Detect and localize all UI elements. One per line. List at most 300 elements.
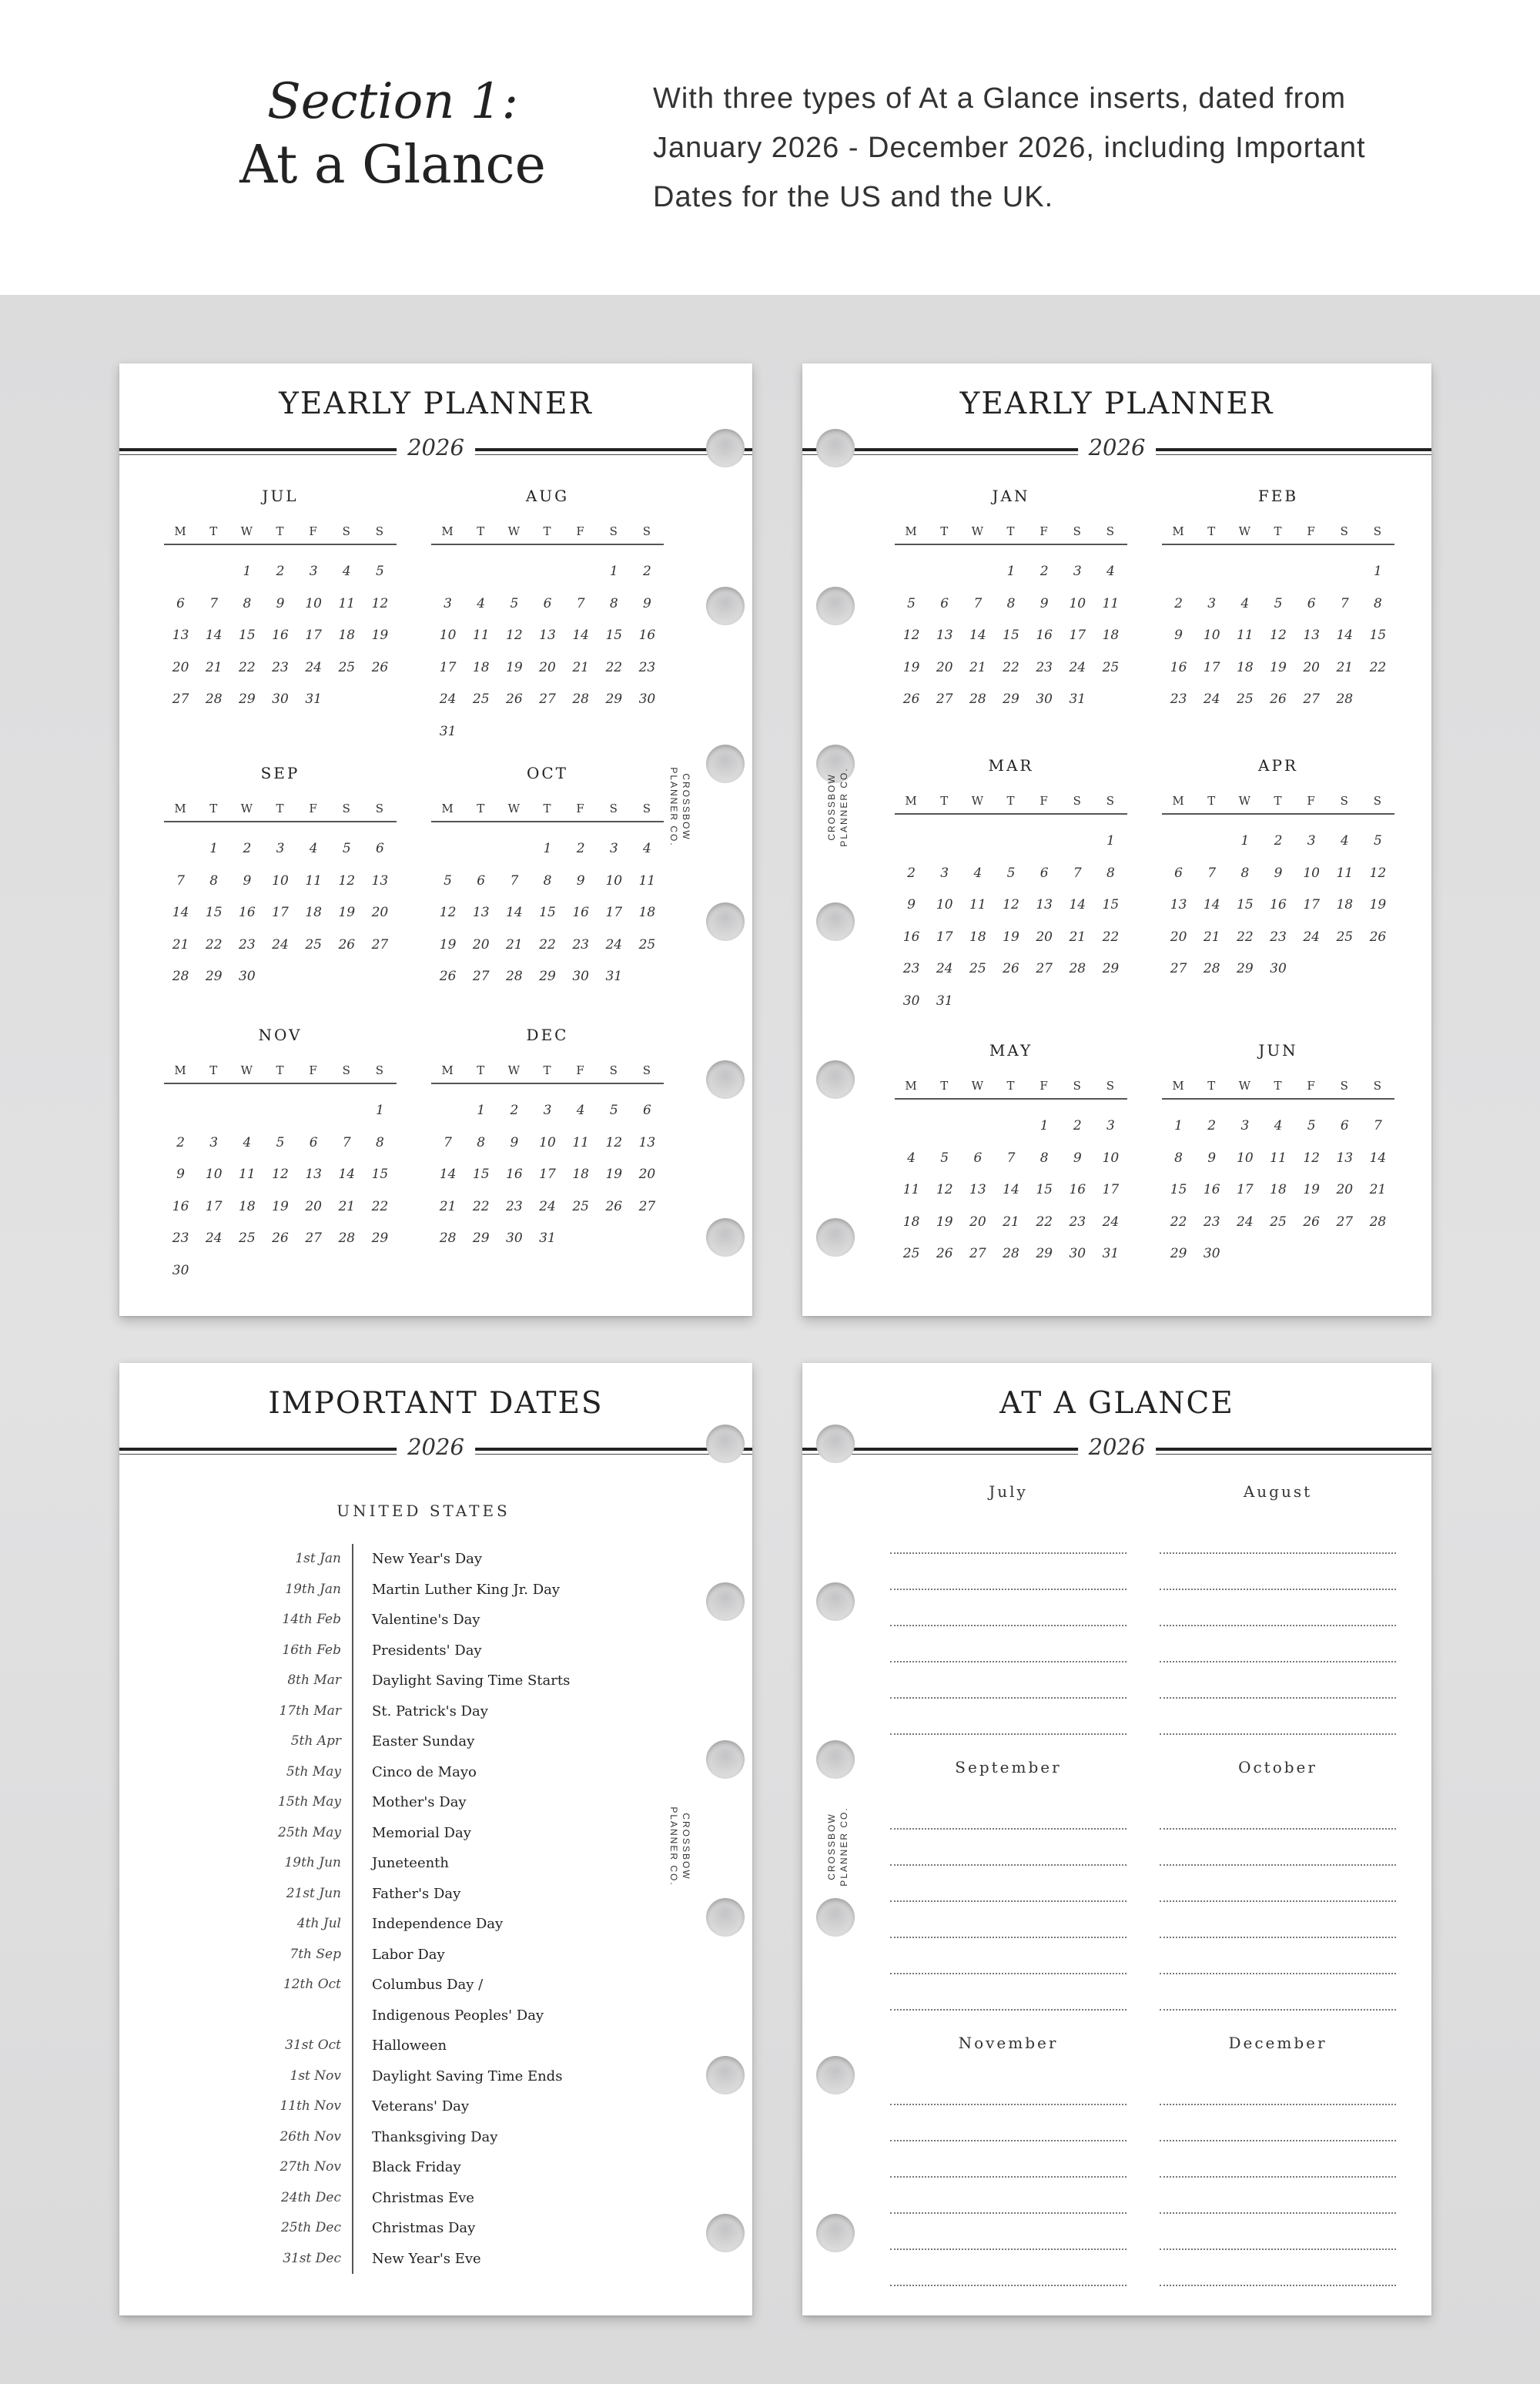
day-number: 17: [936, 929, 953, 945]
day-number: 11: [902, 1182, 920, 1197]
writing-lines: [1160, 1793, 1396, 2011]
day-grid: [1162, 556, 1394, 716]
punch-hole: [706, 1218, 745, 1257]
event-date: 14th Feb: [273, 1605, 353, 1636]
day-number: 5: [342, 841, 351, 856]
day-number: 17: [305, 628, 322, 643]
weekday-label: S: [1106, 524, 1116, 538]
day-number: 9: [1274, 865, 1283, 881]
empty-day-cell: [164, 1095, 197, 1127]
page-year: 2026: [397, 434, 475, 460]
event-name: Independence Day: [372, 1916, 504, 1933]
day-number: 4: [973, 865, 983, 881]
day-number: 31: [439, 723, 457, 739]
event-date: 15th May: [273, 1787, 353, 1818]
list-item: [273, 2091, 658, 2122]
day-number: 6: [940, 595, 949, 611]
month-name: JUL: [262, 487, 299, 505]
event-date: 1st Jan: [273, 1544, 353, 1575]
day-number: 12: [1003, 897, 1019, 912]
weekday-label: M: [441, 524, 454, 538]
event-date: 24th Dec: [273, 2183, 353, 2214]
day-number: 8: [243, 595, 252, 611]
day-number: 1: [243, 564, 252, 579]
day-number: 23: [272, 659, 289, 675]
day-number: 5: [940, 1150, 949, 1166]
day-number: 12: [1369, 865, 1387, 881]
empty-day-cell: [230, 1095, 263, 1127]
list-item: [273, 1575, 658, 1606]
weekday-label: F: [1040, 794, 1049, 808]
day-number: 11: [1270, 1150, 1287, 1166]
day-number: 4: [477, 595, 486, 611]
day-number: 25: [638, 936, 656, 953]
day-number: 10: [539, 1134, 556, 1150]
punch-hole: [706, 587, 745, 625]
day-number: 1: [609, 564, 618, 579]
day-number: 6: [1307, 595, 1316, 611]
day-number: 18: [969, 929, 986, 945]
day-number: 24: [305, 659, 322, 675]
weekday-label: F: [309, 1063, 318, 1077]
event-name: Juneteenth: [372, 1855, 450, 1872]
dotted-line: [890, 2250, 1127, 2286]
weekday-label: W: [507, 524, 521, 538]
day-number: 19: [936, 1214, 953, 1230]
punch-hole: [706, 1740, 745, 1779]
punch-hole: [816, 587, 855, 625]
day-number: 5: [510, 595, 519, 611]
day-number: 16: [272, 628, 289, 643]
day-number: 15: [472, 1167, 490, 1182]
country-heading: UNITED STATES: [336, 1502, 511, 1520]
weekday-label: S: [642, 524, 652, 538]
day-number: 2: [907, 865, 916, 881]
month-calendar-dec: [431, 1026, 664, 1255]
day-number: 21: [969, 659, 986, 675]
dotted-line: [1160, 1626, 1396, 1662]
dotted-line: [890, 1830, 1127, 1866]
day-number: 29: [1102, 961, 1120, 976]
day-number: 19: [439, 936, 457, 953]
day-number: 23: [239, 936, 256, 953]
day-number: 25: [472, 691, 490, 707]
weekday-label: T: [477, 524, 486, 538]
glance-month-november: [890, 2034, 1127, 2286]
writing-lines: [890, 1518, 1127, 1735]
punch-hole: [706, 429, 745, 467]
day-number: 14: [969, 628, 986, 643]
list-item: [273, 1544, 658, 1575]
empty-day-cell: [431, 556, 464, 588]
weekday-header: [164, 522, 397, 545]
day-number: 3: [444, 595, 452, 611]
day-number: 17: [1203, 659, 1220, 675]
list-item: [273, 1787, 658, 1818]
dotted-line: [1160, 2214, 1396, 2250]
weekday-label: S: [609, 1063, 618, 1077]
punch-hole: [706, 902, 745, 941]
weekday-label: M: [441, 802, 454, 815]
day-number: 14: [1003, 1182, 1019, 1197]
day-number: 27: [638, 1198, 656, 1214]
dotted-line: [890, 1590, 1127, 1626]
day-number: 5: [1274, 595, 1283, 611]
day-number: 3: [940, 865, 949, 881]
weekday-label: T: [276, 802, 285, 815]
weekday-header: [431, 799, 664, 822]
day-number: 2: [1174, 595, 1183, 611]
day-number: 13: [1336, 1150, 1354, 1166]
day-number: 14: [172, 905, 189, 920]
punch-hole: [706, 1898, 745, 1937]
day-number: 31: [1102, 1246, 1120, 1261]
dotted-line: [890, 1699, 1127, 1735]
day-number: 22: [1036, 1214, 1053, 1230]
weekday-label: M: [905, 794, 918, 808]
empty-day-cell: [164, 833, 197, 866]
weekday-label: T: [1274, 1079, 1283, 1093]
day-number: 4: [1106, 564, 1115, 579]
day-number: 16: [1036, 628, 1053, 643]
day-number: 26: [272, 1231, 289, 1246]
day-number: 13: [472, 905, 490, 920]
dotted-line: [890, 1902, 1127, 1938]
weekday-header: [895, 792, 1127, 815]
empty-day-cell: [994, 1110, 1027, 1143]
day-number: 15: [371, 1167, 389, 1182]
day-number: 6: [376, 841, 384, 856]
month-name: MAY: [989, 1041, 1033, 1060]
weekday-label: W: [240, 802, 254, 815]
day-number: 27: [1303, 691, 1320, 707]
punch-hole: [706, 1425, 745, 1463]
day-number: 12: [338, 872, 356, 889]
day-number: 12: [1303, 1150, 1320, 1166]
day-number: 1: [1106, 833, 1115, 849]
day-number: 19: [338, 905, 356, 920]
day-number: 2: [243, 841, 252, 856]
empty-day-cell: [497, 556, 531, 588]
punch-hole: [816, 1582, 855, 1621]
list-item: [273, 2152, 658, 2183]
dotted-line: [1160, 2141, 1396, 2178]
day-grid: [895, 1110, 1127, 1271]
day-number: 11: [572, 1134, 589, 1150]
day-number: 24: [1102, 1214, 1120, 1230]
day-number: 27: [305, 1231, 322, 1246]
weekday-label: F: [309, 802, 318, 815]
event-name: Veterans' Day: [372, 2098, 470, 2115]
weekday-label: F: [1040, 524, 1049, 538]
day-number: 26: [936, 1246, 953, 1261]
writing-lines: [1160, 2069, 1396, 2286]
day-number: 8: [1006, 595, 1016, 611]
day-number: 22: [371, 1198, 389, 1214]
day-number: 17: [605, 905, 623, 920]
day-number: 25: [1270, 1214, 1287, 1230]
event-date: 17th Mar: [273, 1696, 353, 1727]
day-number: 6: [973, 1150, 983, 1166]
day-number: 2: [643, 564, 651, 579]
brand-mark: CROSSBOW PLANNER CO.: [826, 1806, 849, 1887]
day-number: 19: [272, 1198, 289, 1214]
weekday-label: S: [642, 1063, 652, 1077]
day-number: 5: [1307, 1118, 1316, 1133]
day-number: 21: [1369, 1182, 1387, 1197]
list-item: [273, 1879, 658, 1910]
dotted-line: [1160, 2178, 1396, 2214]
day-number: 22: [472, 1198, 490, 1214]
day-number: 14: [1069, 897, 1086, 912]
day-number: 9: [1174, 628, 1183, 643]
glance-month-august: [1160, 1482, 1396, 1735]
empty-day-cell: [994, 825, 1027, 858]
empty-day-cell: [1162, 825, 1195, 858]
day-number: 28: [205, 691, 223, 707]
day-number: 21: [439, 1198, 457, 1214]
dotted-line: [1160, 1974, 1396, 2011]
event-name: Memorial Day: [372, 1824, 471, 1841]
day-number: 11: [239, 1167, 256, 1182]
page-year: 2026: [1078, 434, 1157, 460]
day-number: 24: [1303, 929, 1320, 945]
punch-hole: [706, 2214, 745, 2252]
weekday-label: W: [1238, 794, 1252, 808]
day-number: 10: [605, 872, 623, 889]
weekday-header: [431, 1061, 664, 1084]
day-number: 25: [969, 961, 986, 976]
page-title: IMPORTANT DATES: [268, 1386, 604, 1421]
day-number: 22: [205, 936, 223, 953]
weekday-label: F: [576, 524, 585, 538]
punch-hole: [816, 2214, 855, 2252]
day-number: 13: [1036, 897, 1053, 912]
event-date: [273, 2001, 353, 2031]
day-number: 5: [609, 1103, 618, 1118]
writing-lines: [890, 2069, 1127, 2286]
month-name: DEC: [526, 1026, 569, 1044]
day-number: 2: [510, 1103, 519, 1118]
day-number: 9: [243, 872, 252, 889]
day-number: 23: [1270, 929, 1287, 945]
day-number: 24: [272, 936, 289, 953]
day-grid: [1162, 1110, 1394, 1271]
weekday-label: S: [609, 524, 618, 538]
glance-month-september: [890, 1758, 1127, 2011]
writing-lines: [890, 1793, 1127, 2011]
day-number: 14: [338, 1167, 356, 1182]
weekday-label: S: [1106, 794, 1116, 808]
month-name: JUN: [1258, 1041, 1298, 1060]
list-item: [273, 1636, 658, 1666]
event-name: Halloween: [372, 2037, 447, 2054]
day-number: 5: [444, 872, 452, 889]
day-number: 26: [506, 691, 523, 707]
month-calendar-oct: [431, 764, 664, 993]
day-number: 13: [371, 872, 389, 889]
yearly-planner-page-jan-jun: [802, 363, 1431, 1316]
list-item: [273, 1696, 658, 1727]
weekday-header: [1162, 522, 1394, 545]
weekday-label: W: [1238, 1079, 1252, 1093]
day-number: 16: [1170, 659, 1187, 675]
day-number: 21: [172, 936, 189, 953]
day-number: 22: [239, 659, 256, 675]
dotted-line: [1160, 2069, 1396, 2105]
day-number: 28: [572, 691, 589, 707]
weekday-label: W: [240, 1063, 254, 1077]
empty-day-cell: [1195, 556, 1228, 588]
list-item: [273, 2061, 658, 2092]
day-number: 21: [1003, 1214, 1019, 1230]
day-number: 30: [638, 691, 656, 707]
weekday-label: M: [1172, 1079, 1185, 1093]
dotted-line: [890, 1793, 1127, 1830]
day-number: 31: [936, 993, 953, 1009]
day-number: 1: [1240, 833, 1250, 849]
day-number: 25: [902, 1246, 920, 1261]
day-number: 4: [576, 1103, 585, 1118]
weekday-label: T: [209, 524, 219, 538]
event-date: 1st Nov: [273, 2061, 353, 2092]
weekday-label: S: [642, 802, 652, 815]
important-dates-page: [119, 1363, 752, 2315]
day-number: 31: [605, 969, 623, 984]
weekday-header: [431, 522, 664, 545]
day-number: 6: [643, 1103, 651, 1118]
event-date: 12th Oct: [273, 1970, 353, 2001]
day-number: 8: [1240, 865, 1250, 881]
day-number: 20: [305, 1198, 322, 1214]
day-number: 6: [477, 872, 486, 889]
day-number: 8: [1374, 595, 1382, 611]
weekday-label: T: [1006, 794, 1016, 808]
day-number: 30: [506, 1231, 523, 1246]
day-number: 1: [209, 841, 219, 856]
day-number: 19: [1270, 659, 1287, 675]
event-name: Daylight Saving Time Starts: [372, 1672, 571, 1689]
day-number: 17: [205, 1198, 223, 1214]
day-number: 18: [902, 1214, 920, 1230]
day-number: 24: [439, 691, 457, 707]
dotted-line: [890, 2214, 1127, 2250]
dotted-line: [1160, 1938, 1396, 1974]
punch-hole: [816, 2056, 855, 2094]
event-name: Mother's Day: [372, 1794, 467, 1811]
day-number: 1: [1040, 1118, 1049, 1133]
punch-hole: [816, 1425, 855, 1463]
list-item: [273, 1970, 658, 2001]
day-number: 22: [1237, 929, 1254, 945]
month-calendar-jul: [164, 487, 397, 716]
day-number: 13: [172, 628, 189, 643]
header: [0, 0, 1540, 295]
punch-hole: [706, 1060, 745, 1099]
empty-day-cell: [1261, 556, 1294, 588]
day-number: 15: [539, 905, 556, 920]
day-number: 6: [543, 595, 552, 611]
day-number: 2: [176, 1134, 185, 1150]
day-number: 22: [1369, 659, 1387, 675]
day-number: 19: [1303, 1182, 1320, 1197]
day-number: 9: [276, 595, 285, 611]
weekday-label: T: [543, 524, 552, 538]
day-number: 19: [605, 1167, 623, 1182]
yearly-planner-page-jul-dec: [119, 363, 752, 1316]
day-number: 16: [1203, 1182, 1220, 1197]
weekday-label: T: [477, 802, 486, 815]
list-item: [273, 2183, 658, 2214]
dotted-line: [890, 2069, 1127, 2105]
day-number: 24: [205, 1231, 223, 1246]
event-date: 31st Dec: [273, 2244, 353, 2275]
day-number: 20: [1336, 1182, 1354, 1197]
weekday-label: S: [1373, 794, 1383, 808]
day-number: 3: [276, 841, 285, 856]
day-number: 2: [1207, 1118, 1217, 1133]
day-number: 27: [472, 969, 490, 984]
event-name: Presidents' Day: [372, 1642, 482, 1659]
day-number: 10: [936, 897, 953, 912]
event-name: New Year's Eve: [372, 2250, 481, 2267]
section-title-line2: At a Glance: [239, 135, 546, 196]
day-number: 13: [539, 628, 556, 643]
day-number: 20: [638, 1167, 656, 1182]
day-number: 21: [1203, 929, 1220, 945]
day-number: 28: [1203, 961, 1220, 976]
day-number: 29: [1170, 1246, 1187, 1261]
day-number: 30: [272, 691, 289, 707]
event-name: Columbus Day /: [372, 1977, 484, 1994]
dotted-line: [1160, 1902, 1396, 1938]
day-number: 23: [1203, 1214, 1220, 1230]
day-number: 23: [638, 659, 656, 675]
dotted-line: [1160, 2250, 1396, 2286]
event-date: 27th Nov: [273, 2152, 353, 2183]
day-number: 18: [638, 905, 656, 920]
day-number: 2: [1040, 564, 1049, 579]
day-number: 12: [1270, 628, 1287, 643]
punch-hole: [816, 1060, 855, 1099]
day-number: 28: [969, 691, 986, 707]
day-number: 29: [205, 969, 223, 984]
day-number: 4: [643, 841, 651, 856]
day-number: 13: [305, 1167, 322, 1182]
day-number: 1: [1374, 564, 1382, 579]
day-number: 11: [305, 872, 322, 889]
day-number: 26: [902, 691, 920, 707]
empty-day-cell: [330, 1095, 363, 1127]
month-calendar-jan: [895, 487, 1127, 716]
at-a-glance-page: [802, 1363, 1431, 2315]
day-number: 26: [439, 969, 457, 984]
day-number: 5: [1374, 833, 1382, 849]
weekday-label: T: [940, 1079, 949, 1093]
day-number: 11: [338, 595, 356, 611]
weekday-label: F: [576, 1063, 585, 1077]
dotted-line: [1160, 1662, 1396, 1699]
day-number: 15: [1237, 897, 1254, 912]
day-number: 25: [1336, 929, 1354, 945]
day-number: 25: [1102, 659, 1120, 675]
day-number: 29: [1237, 961, 1254, 976]
day-number: 22: [605, 659, 623, 675]
day-grid: [431, 833, 664, 993]
day-number: 18: [305, 905, 322, 920]
dotted-line: [890, 1938, 1127, 1974]
list-item: [273, 2244, 658, 2275]
